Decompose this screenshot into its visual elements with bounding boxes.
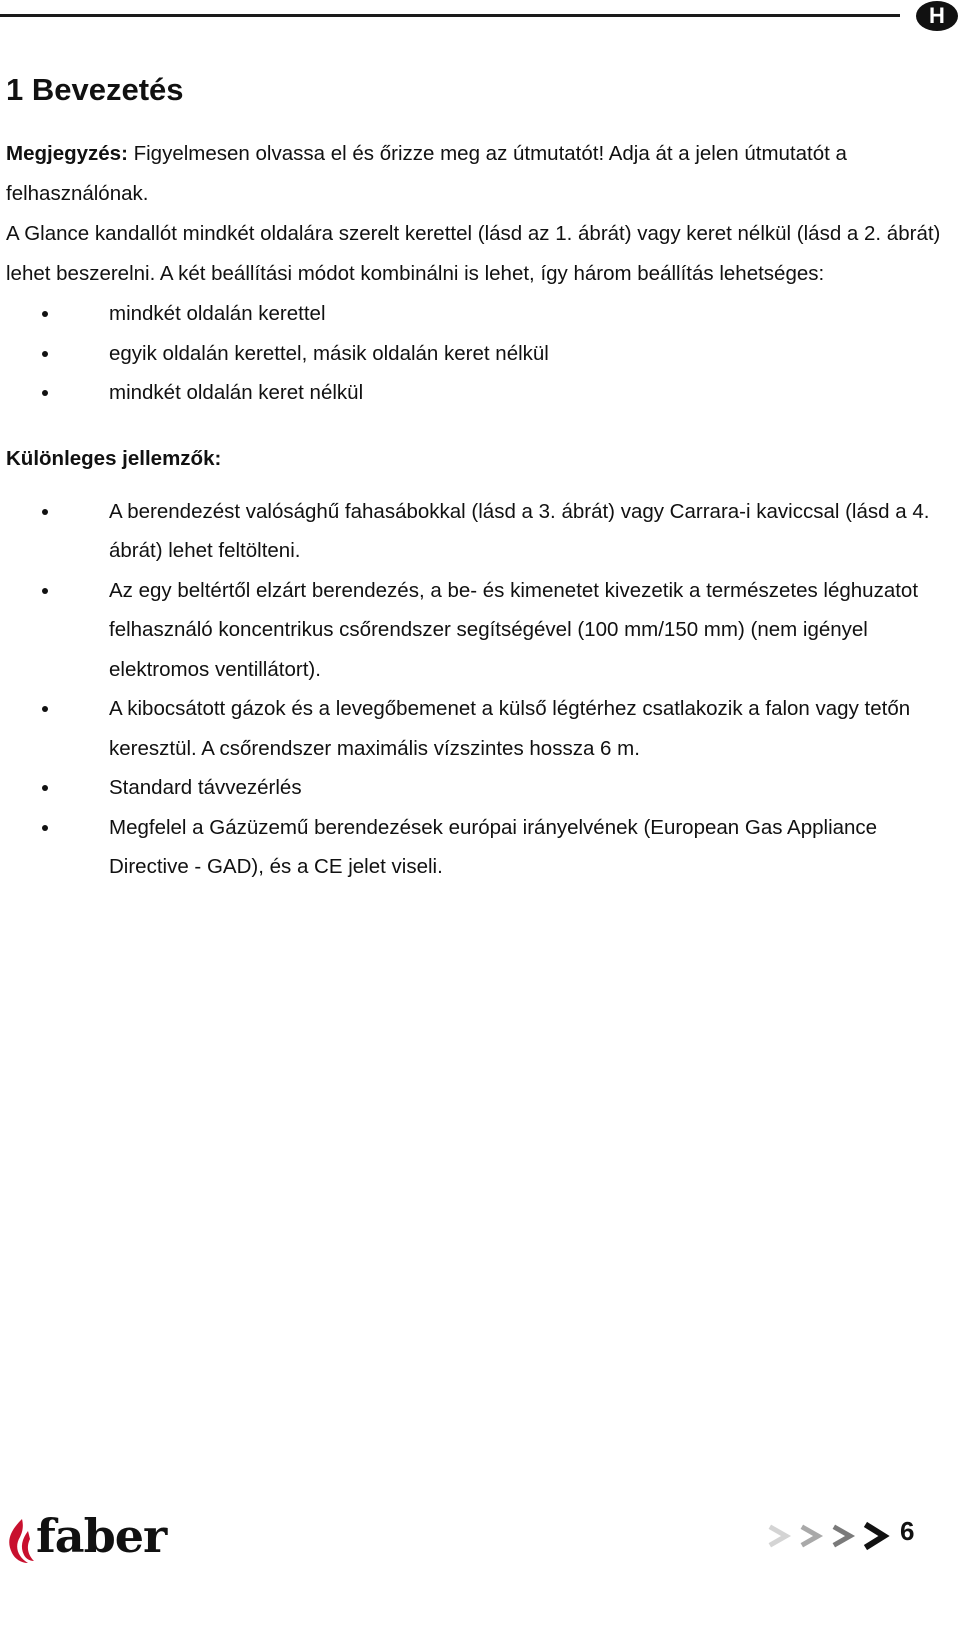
intro-paragraph: A Glance kandallót mindkét oldalára szerelt kerettel (lásd az 1. ábrát) vagy keret nélkül (lásd a 2. ábrát) lehet beszerelni. A két beállítási módot kombinálni is lehet, így három beállítás lehetséges: (6, 222, 941, 285)
bullet-icon (42, 785, 48, 791)
features-list (6, 492, 956, 887)
header-rule (0, 14, 900, 17)
chevron-right-icon (868, 1526, 884, 1546)
bullet-icon (42, 706, 48, 712)
bullet-icon (42, 588, 48, 594)
bullet-icon (42, 351, 48, 357)
list-item: Az egy beltértől elzárt berendezés, a be- és kimenetet kivezetik a természetes léghuzatot felhasználó koncentrikus csőrendszer segítségével (100 mm/150 mm) (nem igényel elektromos ventillátort). (6, 571, 956, 690)
note-text: Figyelmesen olvassa el és őrizze meg az útmutatót! Adja át a jelen útmutatót a felhasználónak. (6, 142, 847, 205)
page-navigation (766, 1518, 956, 1554)
chevron-right-icon (772, 1528, 786, 1544)
list-item: Megfelel a Gázüzemű berendezések európai irányelvének (European Gas Appliance Directive - GAD), és a CE jelet viseli. (6, 808, 956, 887)
page-content (6, 70, 956, 887)
chevron-right-icon (804, 1528, 818, 1544)
bullet-icon (42, 390, 48, 396)
section-title: 1 Bevezetés (6, 72, 184, 107)
list-item: Standard távvezérlés (6, 768, 956, 808)
page-number: 6 (900, 1516, 915, 1546)
list-item: mindkét oldalán keret nélkül (6, 373, 956, 413)
bullet-icon (42, 509, 48, 515)
list-item: A berendezést valósághű fahasábokkal (lásd a 3. ábrát) vagy Carrara-i kaviccsal (lásd a 4. ábrát) lehet feltölteni. (6, 492, 956, 571)
language-badge: H (916, 1, 958, 31)
note-paragraph (6, 134, 956, 214)
list-item: egyik oldalán kerettel, másik oldalán keret nélkül (6, 334, 956, 374)
brand-name: faber (36, 1509, 167, 1563)
chevron-right-icon (836, 1528, 850, 1544)
list-item: A kibocsátott gázok és a levegőbemenet a külső légtérhez csatlakozik a falon vagy tetőn keresztül. A csőrendszer maximális vízszintes hossza 6 m. (6, 689, 956, 768)
options-list (6, 294, 956, 413)
list-item: mindkét oldalán kerettel (6, 294, 956, 334)
note-label: Megjegyzés: (6, 142, 128, 165)
bullet-icon (42, 311, 48, 317)
bullet-icon (42, 825, 48, 831)
flame-icon (4, 1517, 38, 1565)
features-heading: Különleges jellemzők: (6, 446, 222, 470)
arrow-indicators (766, 1518, 896, 1554)
faber-logo (4, 1509, 204, 1567)
